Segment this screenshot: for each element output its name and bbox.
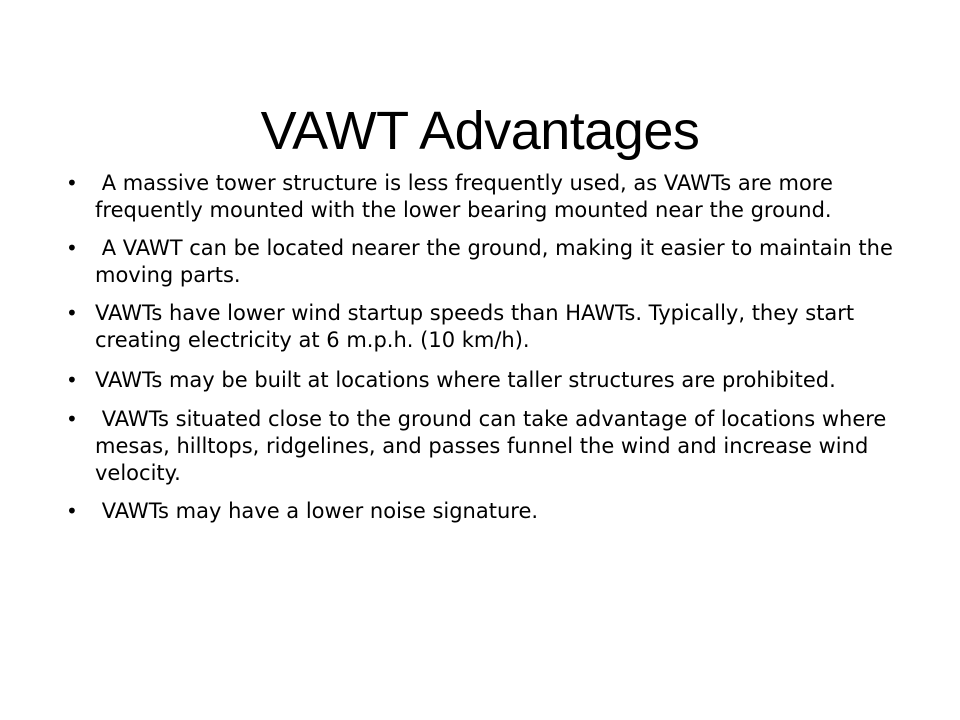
bullet-icon: • bbox=[66, 499, 78, 523]
bullet-item bbox=[66, 498, 906, 525]
bullet-icon: • bbox=[66, 236, 78, 260]
bullet-item bbox=[66, 170, 906, 224]
bullet-item bbox=[66, 365, 906, 395]
bullet-text: VAWTs may be built at locations where taller structures are prohibited. bbox=[95, 368, 836, 392]
bullet-icon: • bbox=[66, 407, 78, 431]
bullet-text: VAWTs situated close to the ground can take advantage of locations where mesas, hilltops, ridgelines, and passes funnel the wind and increase wind velocity. bbox=[95, 407, 894, 485]
bullet-text: A massive tower structure is less frequently used, as VAWTs are more frequently mounted with the lower bearing mounted near the ground. bbox=[95, 171, 840, 222]
bullet-list bbox=[66, 170, 906, 536]
slide-title: VAWT Advantages bbox=[260, 101, 700, 162]
bullet-item bbox=[66, 235, 906, 289]
bullet-text: A VAWT can be located nearer the ground, making it easier to maintain the moving parts. bbox=[95, 236, 900, 287]
bullet-item bbox=[66, 406, 906, 487]
bullet-icon: • bbox=[66, 301, 78, 325]
bullet-text: VAWTs have lower wind startup speeds than HAWTs. Typically, they start creating electricity at 6 m.p.h. (10 km/h). bbox=[95, 301, 861, 352]
bullet-icon: • bbox=[66, 171, 78, 195]
bullet-icon: • bbox=[66, 368, 78, 392]
bullet-item bbox=[66, 300, 906, 354]
bullet-text: VAWTs may have a lower noise signature. bbox=[95, 499, 539, 523]
